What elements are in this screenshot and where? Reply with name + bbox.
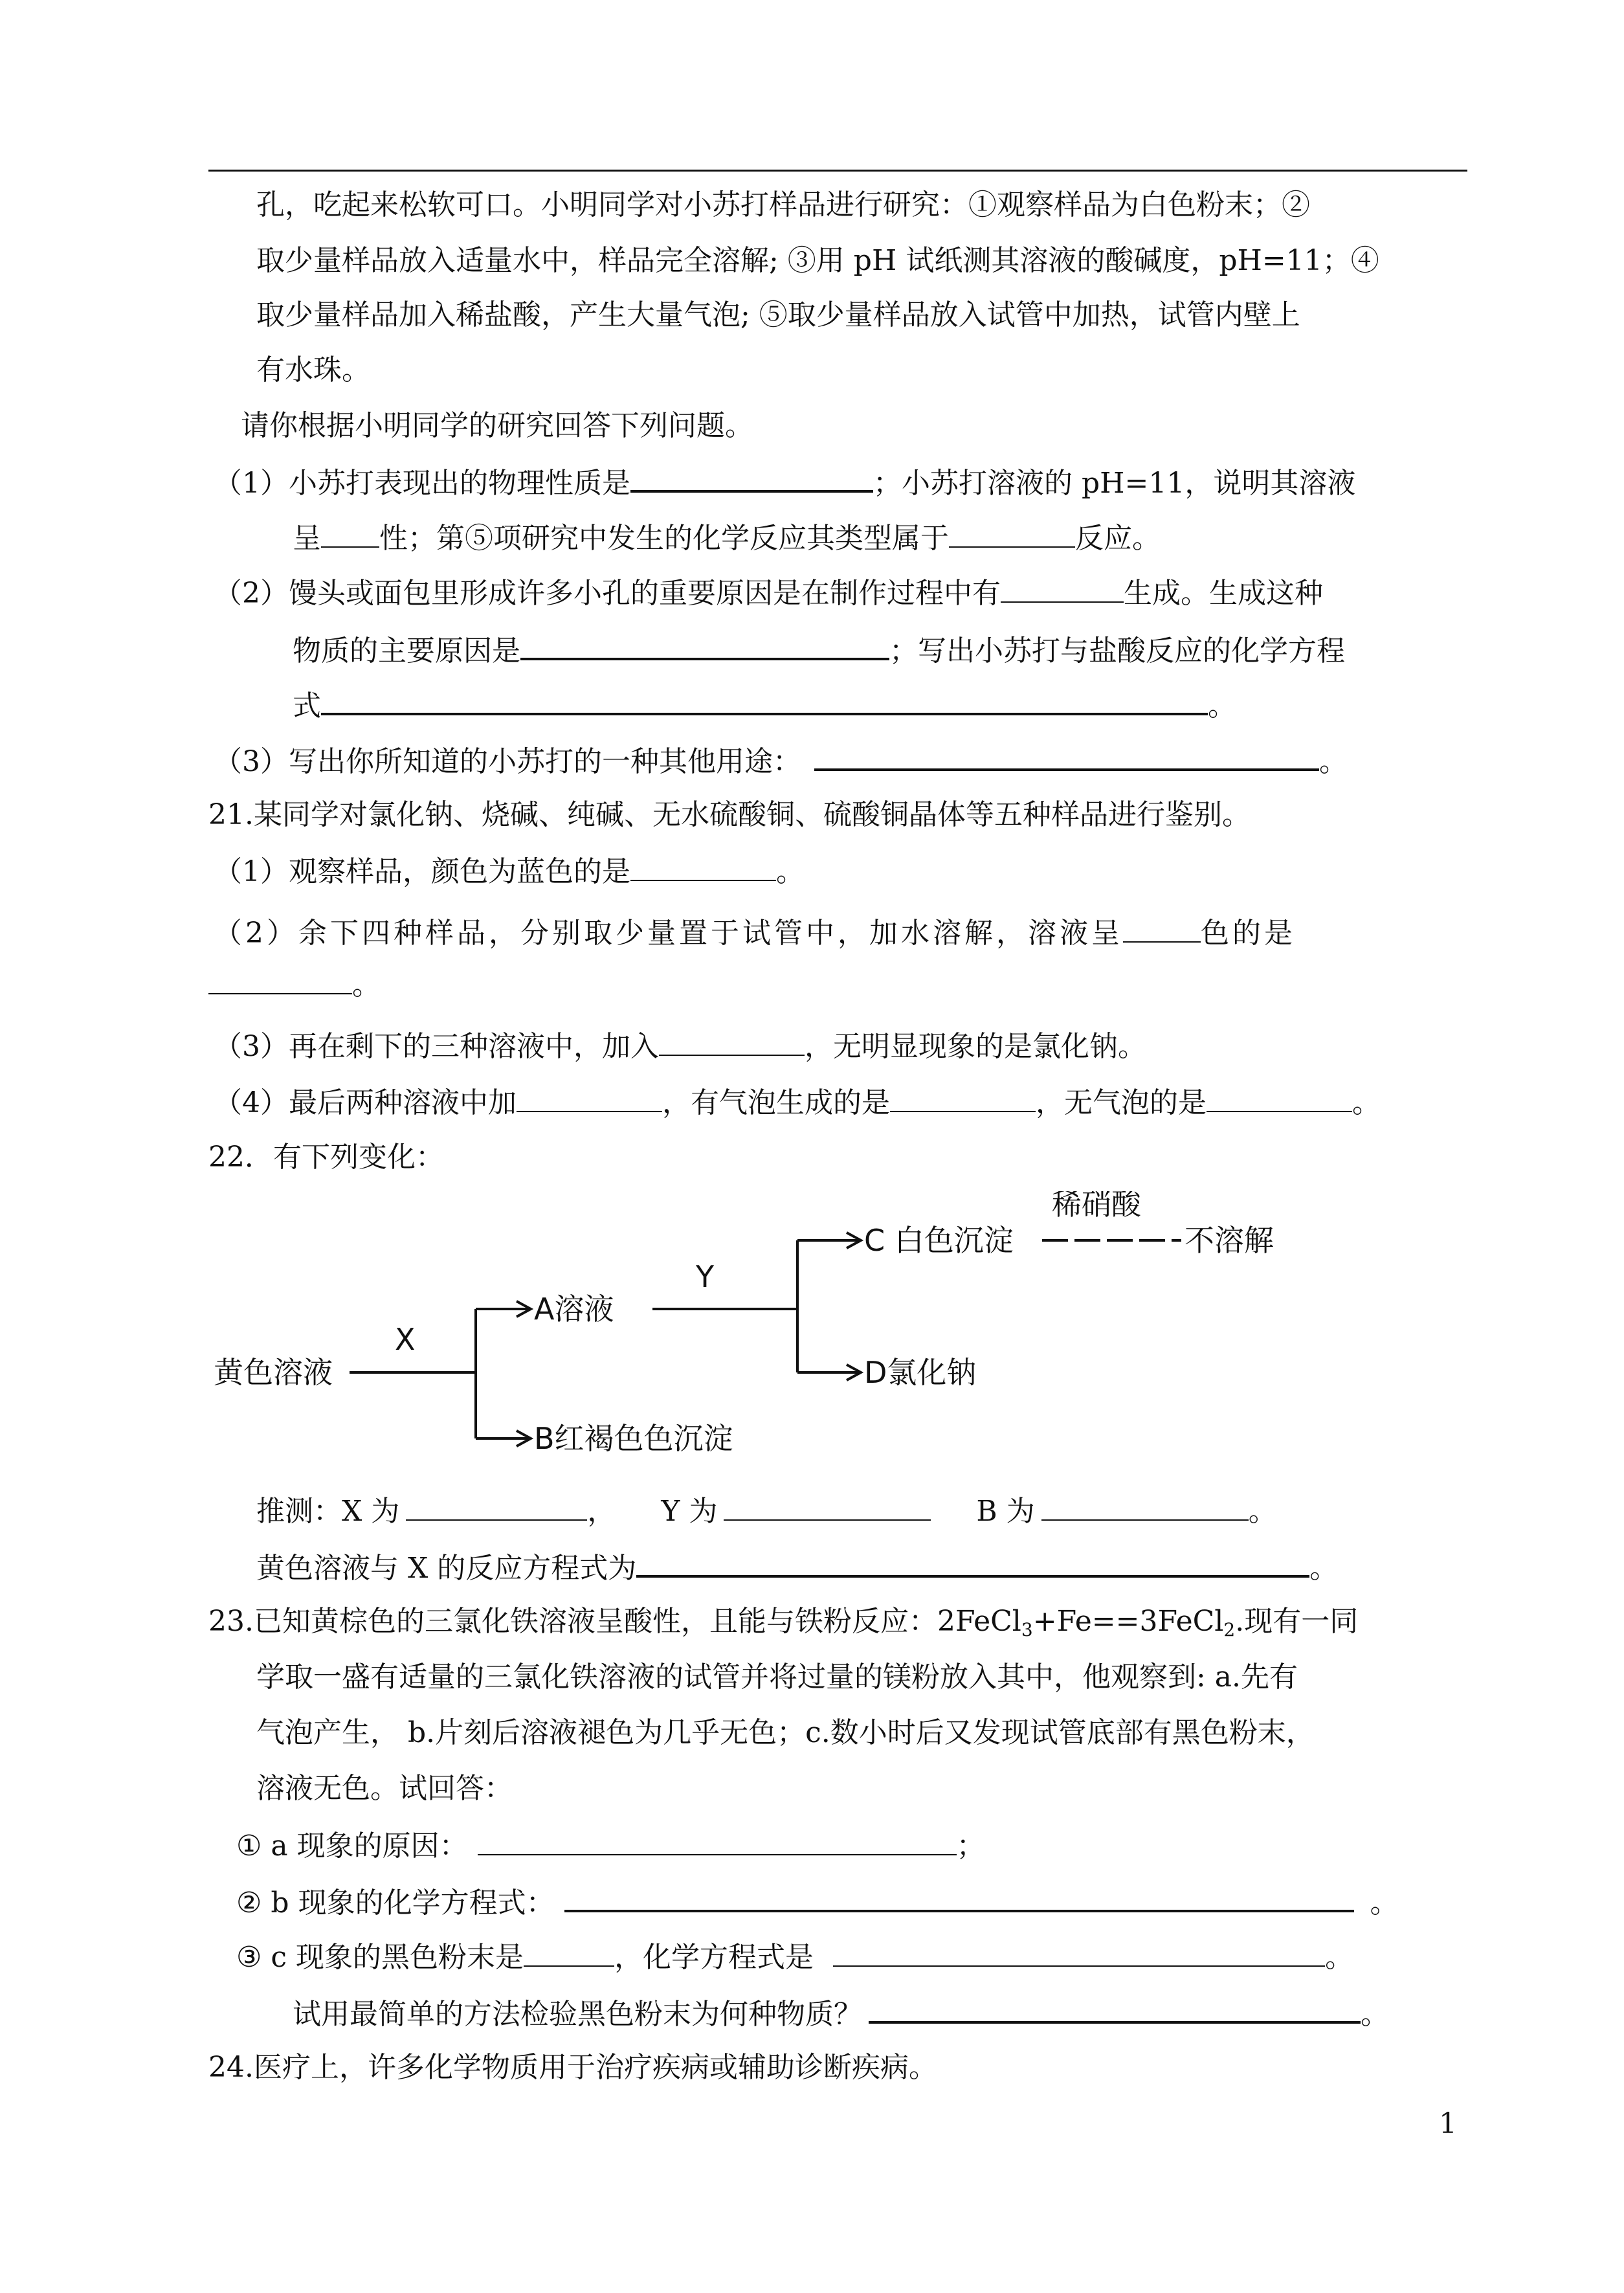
answer-blank[interactable] (630, 462, 873, 493)
q20-part1-line2: 呈 性；第⑤项研究中发生的化学反应其类型属于 反应。 (293, 518, 1161, 558)
q23-part-d: 试用最简单的方法检验黑色粉末为何种物质？ 。 (293, 1993, 1389, 2034)
answer-blank[interactable] (478, 1826, 957, 1855)
intro-line-1: 孔，吃起来松软可口。小明同学对小苏打样品进行研究：①观察样品为白色粉末；② (256, 188, 1310, 221)
q21-part4: （4）最后两种溶液中加 ，有气泡生成的是 ，无气泡的是 。 (214, 1082, 1381, 1123)
answer-blank[interactable] (1207, 1082, 1352, 1112)
q23-line-4: 溶液无色。试回答： (256, 1772, 513, 1805)
q23-part-c: ③ c 现象的黑色粉末是 ，化学方程式是 。 (236, 1937, 1353, 1977)
header-rule (208, 170, 1467, 172)
answer-blank[interactable] (321, 518, 379, 548)
answer-blank[interactable] (659, 1026, 805, 1056)
answer-blank[interactable] (1041, 1491, 1249, 1521)
answer-blank[interactable] (524, 1937, 614, 1967)
intro-line-4: 有水珠。 (256, 353, 370, 386)
q23-part-a: ① a 现象的原因： ； (236, 1826, 985, 1866)
answer-blank[interactable] (724, 1491, 931, 1521)
diagram-node-c: C 白色沉淀 (864, 1223, 1014, 1258)
answer-blank[interactable] (208, 965, 352, 994)
intro-prompt: 请你根据小明同学的研究回答下列问题。 (241, 409, 753, 442)
q20-part2-line2: 物质的主要原因是 ；写出小苏打与盐酸反应的化学方程 (293, 629, 1345, 671)
diagram-node-b: B红褐色色沉淀 (534, 1421, 733, 1456)
diagram-node-a: A溶液 (534, 1292, 614, 1326)
q20-part1-line1: （1）小苏打表现出的物理性质是 ；小苏打溶液的 pH=11，说明其溶液 (214, 462, 1355, 503)
answer-blank[interactable] (890, 1082, 1036, 1112)
q20-part3: （3）写出你所知道的小苏打的一种其他用途： 。 (214, 740, 1348, 781)
answer-blank[interactable] (636, 1547, 1309, 1578)
answer-blank[interactable] (814, 740, 1319, 771)
diagram-x-label: X (395, 1322, 416, 1357)
answer-blank[interactable] (833, 1937, 1325, 1967)
diagram-y-label: Y (696, 1259, 715, 1294)
q21-part2-line1: （2）余下四种样品，分别取少量置于试管中，加水溶解，溶液呈 色的是 (214, 913, 1296, 953)
q21-part3: （3）再在剩下的三种溶液中，加入 ，无明显现象的是氯化钠。 (214, 1026, 1146, 1066)
intro-line-3: 取少量样品加入稀盐酸，产生大量气泡; ⑤取少量样品放入试管中加热，试管内壁上 (256, 298, 1300, 331)
answer-blank[interactable] (1001, 573, 1124, 603)
reaction-flow-diagram (207, 1191, 1320, 1476)
q22-equation: 黄色溶液与 X 的反应方程式为 。 (256, 1547, 1338, 1588)
answer-blank[interactable] (869, 1993, 1361, 2024)
answer-blank[interactable] (321, 684, 1208, 715)
q20-part2-line1: （2）馒头或面包里形成许多小孔的重要原因是在制作过程中有 生成。生成这种 (214, 573, 1323, 613)
diagram-acid-label: 稀硝酸 (1052, 1191, 1141, 1222)
q21-part2-line2: 。 (208, 965, 381, 1005)
answer-blank[interactable] (630, 851, 776, 881)
q22-stem: 22．有下列变化： (208, 1141, 444, 1174)
diagram-node-d: D氯化钠 (864, 1355, 977, 1390)
answer-blank[interactable] (564, 1881, 1354, 1912)
diagram-start: 黄色溶液 (214, 1355, 333, 1390)
intro-line-2: 取少量样品放入适量水中，样品完全溶解; ③用 pH 试纸测其溶液的酸碱度，pH=11；④ (256, 244, 1379, 277)
answer-blank[interactable] (949, 518, 1075, 548)
answer-blank[interactable] (1123, 913, 1201, 943)
q24-stem: 24.医疗上，许多化学物质用于治疗疾病或辅助诊断疾病。 (208, 2051, 937, 2084)
q21-part1: （1）观察样品，颜色为蓝色的是 。 (214, 851, 805, 891)
q23-part-b: ② b 现象的化学方程式： 。 (236, 1881, 1399, 1923)
q22-inference: 推测：X 为 ， Y 为 B 为 。 (256, 1491, 1277, 1531)
q21-stem: 21.某同学对氯化钠、烧碱、纯碱、无水硫酸铜、硫酸铜晶体等五种样品进行鉴别。 (208, 798, 1251, 831)
diagram-insoluble: 不溶解 (1185, 1223, 1274, 1258)
answer-blank[interactable] (520, 629, 889, 660)
page-number: 1 (1439, 2107, 1457, 2140)
q20-part2-line3: 式 。 (293, 684, 1236, 726)
q23-line-1: 23.已知黄棕色的三氯化铁溶液呈酸性，且能与铁粉反应：2FeCl$_3$+Fe==3FeCl$_2$.现有一同 (208, 1605, 1359, 1640)
answer-blank[interactable] (517, 1082, 662, 1112)
answer-blank[interactable] (406, 1491, 587, 1521)
q23-line-3: 气泡产生， b.片刻后溶液褪色为几乎无色；c.数小时后又发现试管底部有黑色粉末， (256, 1716, 1315, 1749)
q23-line-2: 学取一盛有适量的三氯化铁溶液的试管并将过量的镁粉放入其中，他观察到: a.先有 (256, 1661, 1298, 1694)
